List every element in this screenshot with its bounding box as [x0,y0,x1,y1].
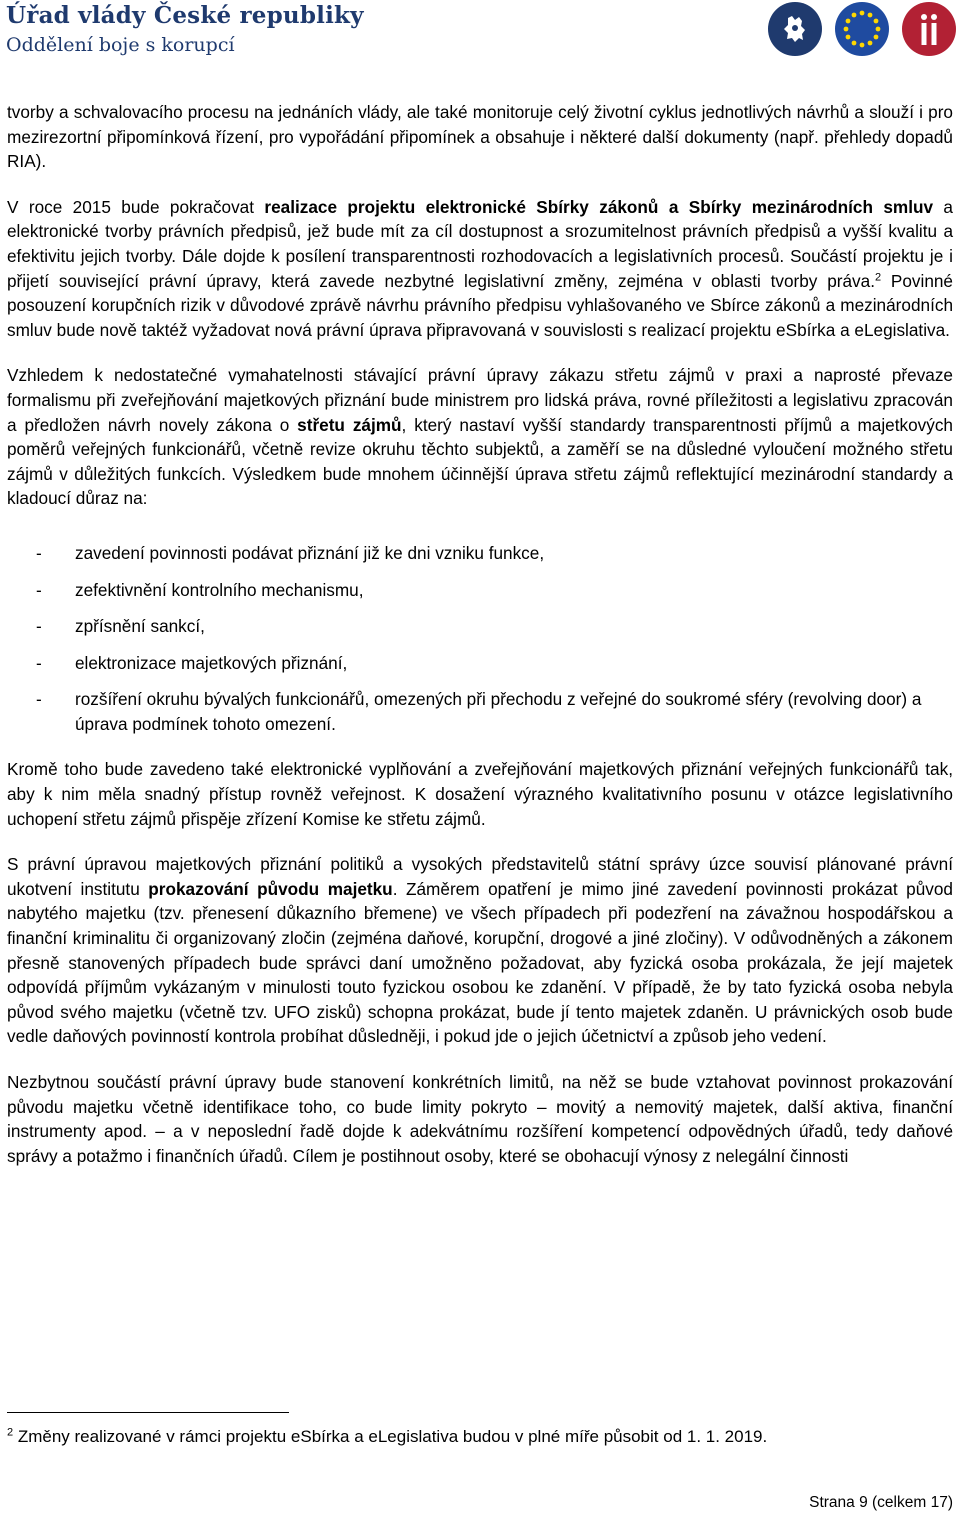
department-subtitle: Oddělení boje s korupcí [6,34,235,56]
list-item [7,578,953,603]
list-item-text: rozšíření okruhu bývalých funkcionářů, omezených při přechodu z veřejné do soukromé sféry (revolving door) a úprava podmínek tohoto omezení. [75,689,922,734]
list-item-text: zavedení povinnosti podávat přiznání již ke dni vzniku funkce, [75,542,545,563]
measures-list [7,541,953,737]
list-item [7,614,953,639]
paragraph-3 [7,363,953,511]
office-title: Úřad vlády České republiky [6,2,364,29]
lion-emblem-icon [768,2,822,56]
paragraph-3-intro: Vzhledem k nedostatečné vymahatelnosti stávající právní úpravy zákazu střetu zájmů v praxi a naprosté převaze formalismu při zveřejňování majetkových přiznání bude ministrem pro lidská práva, rovné příležitosti a legislativu zpracován a předložen návrh novely zákona o [7,365,953,435]
logos [768,2,958,58]
list-dash: - [36,616,42,637]
list-item [7,687,953,736]
list-dash: - [36,652,42,673]
footnote-text: Změny realizované v rámci projektu eSbírka a eLegislativa budou v plné míře působit od 1. 1. 2019. [13,1427,768,1446]
eu-stars-icon [835,2,889,56]
page-number: Strana 9 (celkem 17) [809,1494,953,1511]
paragraph-5 [7,852,953,1049]
footnote-number: 2 [7,1426,14,1439]
paragraph-6: Nezbytnou součástí právní úpravy bude stanovení konkrétních limitů, na něž se bude vztahovat povinnost prokazování původu majetku včetně identifikace toho, co bude limity pokryto – movitý a nemovitý majetek, další aktiva, finanční instrumenty apod. – a v neposlední řadě dojde k adekvátnímu rozšíření kompetencí odpovědných úřadů, tedy daňové správy a potažmo i finančních úřadů. Cílem je postihnout osoby, které se obohacují výnosy z nelegální činnosti [7,1072,953,1166]
list-item [7,541,953,566]
ii-emblem-icon [902,2,956,56]
list-dash: - [36,542,42,563]
paragraph-2-end: Povinné posouzení korupčních rizik v důvodové zprávě návrhu právního předpisu vyhlašovaného ve Sbírce zákonů a mezinárodních smluv bude nově taktéž vyžadovat nová právní úprava připravovaná v souvislosti s realizací projektu eSbírka a eLegislativa. [7,270,953,340]
paragraph-3-highlight: střetu zájmů [297,414,402,435]
paragraph-5-body: . Záměrem opatření je mimo jiné zavedení povinnosti prokázat původ nabytého majetku (tzv. přenesení důkazního břemene) ve všech případech při podezření na závažnou hospodářskou a finanční kriminalitu či organizovaný zločin (zejména daňové, korupční, drogové a jiné zločiny). V odůvodněných a zákonem přesně stanovených případech bude správci daní umožněno požadovat, aby fyzická osoba prokázala, že její majetek odpovídá příjmům vykázaným v minulosti touto fyzickou osobou ke zdanění. V případě, že by tato fyzická osoba nebyla původ svého majetku (včetně tzv. UFO zisků) schopna prokázat, bude jí tento majetek zdaněn. U právnických osob bude vedle daňových povinností kontrola probíhat důsledněji, i pokud jde o jejich účetnictví a způsob jeho vedení. [7,878,953,1047]
footnote [7,1426,767,1448]
list-dash: - [36,689,42,710]
footnote-ref[interactable]: 2 [874,270,882,283]
list-dash: - [36,579,42,600]
document-body [7,100,953,1168]
paragraph-5-highlight: prokazování původu majetku [148,878,393,899]
footnote-separator [7,1412,289,1413]
paragraph-2-body: a elektronické tvorby právních předpisů, jež bude mít za cíl dostupnost a srozumitelnost právních předpisů a vyšší kvalitu a efektivitu jejich tvorby. Dále dojde k posílení transparentnosti rozhodovacích a legislativních procesů. Součástí projektu je i přijetí související právní úpravy, která zavede nezbytné legislativní změny, zejména v oblasti tvorby práva. [7,196,953,291]
paragraph-5-intro: S právní úpravou majetkových přiznání politiků a vysokých představitelů státní správy úzce souvisí plánované právní ukotvení institutu [7,854,953,899]
paragraph-2 [7,195,953,343]
paragraph-2-highlight: realizace projektu elektronické Sbírky zákonů a Sbírky mezinárodních smluv [264,196,934,217]
paragraph-1: tvorby a schvalovacího procesu na jednáních vlády, ale také monitoruje celý životní cyklus jednotlivých návrhů a slouží i pro mezirezortní připomínková řízení, pro vypořádání připomínek a obsahuje i některé další dokumenty (např. přehledy dopadů RIA). [7,102,953,172]
list-item-text: elektronizace majetkových přiznání, [75,652,348,673]
list-item-text: zpřísnění sankcí, [75,616,205,637]
paragraph-4: Kromě toho bude zavedeno také elektronické vyplňování a zveřejňování majetkových přiznání veřejných funkcionářů tak, aby k nim měla snadný přístup rovněž veřejnost. K dosažení výrazného kvalitativního posunu v otázce legislativního uchopení střetu zájmů přispěje zřízení Komise ke střetu zájmů. [7,759,953,829]
list-item-text: zefektivnění kontrolního mechanismu, [75,579,364,600]
paragraph-3-body: , který nastaví vyšší standardy transparentnosti příjmů a majetkových poměrů veřejných funkcionářů, včetně revize okruhu těchto subjektů, a zaměří se na důsledné vyloučení možného střetu zájmů v důležitých funkcích. Výsledkem bude mnohem účinnější úprava střetu zájmů reflektující mezinárodní standardy a kladoucí důraz na: [7,414,953,509]
page-header [0,0,960,70]
paragraph-2-intro: V roce 2015 bude pokračovat [7,196,265,217]
list-item [7,651,953,676]
